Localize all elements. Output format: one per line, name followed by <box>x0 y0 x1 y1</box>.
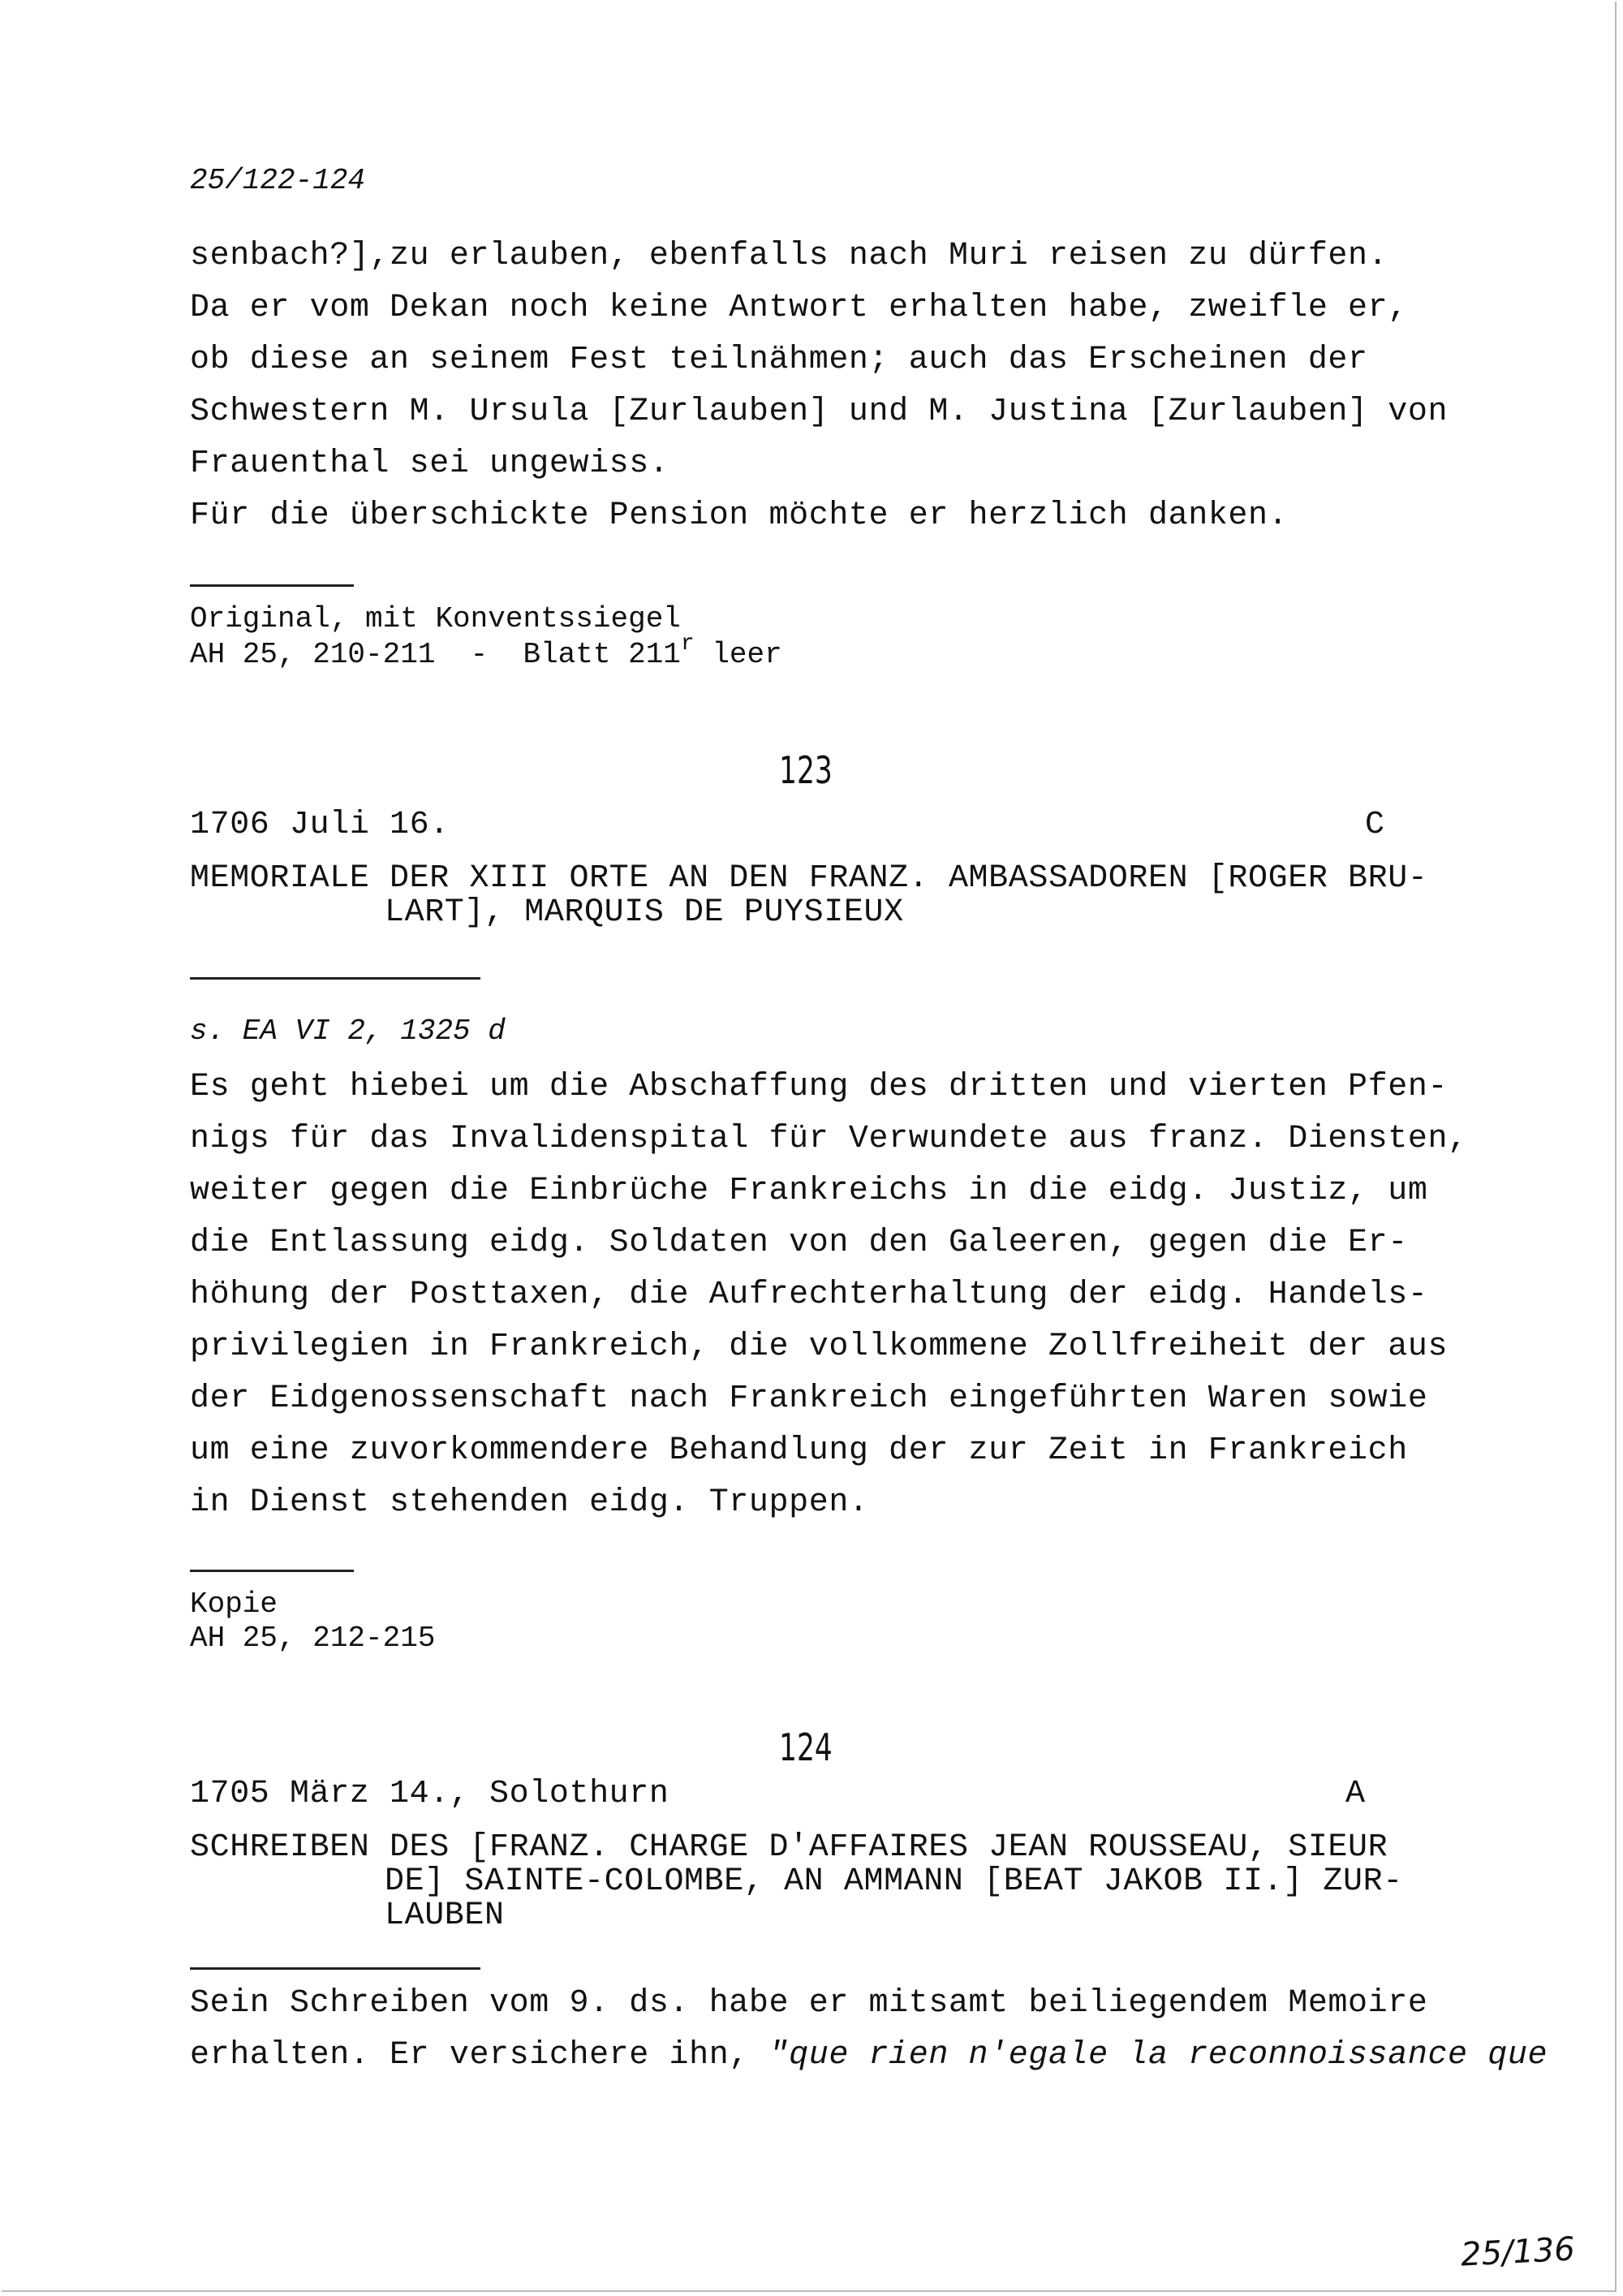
entry-code: A <box>1345 1776 1366 1812</box>
separator-rule <box>190 977 480 980</box>
french-quote: "que rien n'egale la reconnoissance que <box>768 2037 1548 2074</box>
text-line: ob diese an seinem Fest teilnähmen; auch das Erscheinen der <box>190 342 1368 378</box>
source-location: AH 25, 212-215 <box>190 1622 436 1655</box>
text-line: senbach?],zu erlauben, ebenfalls nach Muri reisen zu dürfen. <box>190 238 1388 274</box>
text-line: erhalten. Er versichere ihn, "que rien n'egale la reconnoissance que <box>190 2037 1548 2074</box>
entry-title: MEMORIALE DER XIII ORTE AN DEN FRANZ. AMBASSADOREN [ROGER BRU- <box>190 860 1428 897</box>
text-line: die Entlassung eidg. Soldaten von den Galeeren, gegen die Er- <box>190 1225 1408 1261</box>
text-line: Schwestern M. Ursula [Zurlauben] und M. Justina [Zurlauben] von <box>190 394 1449 430</box>
text-line: Frauenthal sei ungewiss. <box>190 446 669 482</box>
text-line: privilegien in Frankreich, die vollkommene Zollfreiheit der aus <box>190 1329 1449 1365</box>
text-line: Sein Schreiben vom 9. ds. habe er mitsamt beiliegendem Memoire <box>190 1985 1428 2022</box>
text-line: um eine zuvorkommendere Behandlung der zur Zeit in Frankreich <box>190 1432 1408 1469</box>
entry-title: LAUBEN <box>385 1898 505 1934</box>
separator-rule <box>190 1570 354 1572</box>
source-location: AH 25, 210-211 - Blatt 211$^r$ leer <box>190 631 782 671</box>
text-line: in Dienst stehenden eidg. Truppen. <box>190 1484 869 1521</box>
text-line: der Eidgenossenschaft nach Frankreich eingeführten Waren sowie <box>190 1381 1428 1417</box>
entry-title: SCHREIBEN DES [FRANZ. CHARGE D'AFFAIRES JEAN ROUSSEAU, SIEUR <box>190 1829 1388 1866</box>
separator-rule <box>190 1967 480 1970</box>
entry-title: LART], MARQUIS DE PUYSIEUX <box>385 894 904 931</box>
source-note: Original, mit Konventssiegel <box>190 602 681 635</box>
text-line: Da er vom Dekan noch keine Antwort erhalten habe, zweifle er, <box>190 290 1408 326</box>
entry-date: 1705 März 14., Solothurn <box>190 1776 669 1812</box>
handwritten-folio-mark: 25/136 <box>1459 2230 1576 2274</box>
entry-code: C <box>1365 807 1385 843</box>
text-line: Es geht hiebei um die Abschaffung des dritten und vierten Pfen- <box>190 1069 1449 1105</box>
entry-title: DE] SAINTE-COLOMBE, AN AMMANN [BEAT JAKOB II.] ZUR- <box>385 1863 1403 1900</box>
source-note: Kopie <box>190 1587 278 1621</box>
text-line: höhung der Posttaxen, die Aufrechterhaltung der eidg. Handels- <box>190 1277 1428 1313</box>
page-reference: 25/122-124 <box>190 164 366 197</box>
entry-date: 1706 Juli 16. <box>190 807 450 843</box>
separator-rule <box>190 584 354 587</box>
text-line: weiter gegen die Einbrüche Frankreichs in die eidg. Justiz, um <box>190 1173 1428 1209</box>
entry-number: 123 <box>779 748 833 792</box>
entry-number: 124 <box>779 1725 833 1769</box>
text-line: nigs für das Invalidenspital für Verwundete aus franz. Diensten, <box>190 1121 1468 1157</box>
edition-reference: s. EA VI 2, 1325 d <box>190 1014 506 1048</box>
text-line: Für die überschickte Pension möchte er herzlich danken. <box>190 498 1289 534</box>
